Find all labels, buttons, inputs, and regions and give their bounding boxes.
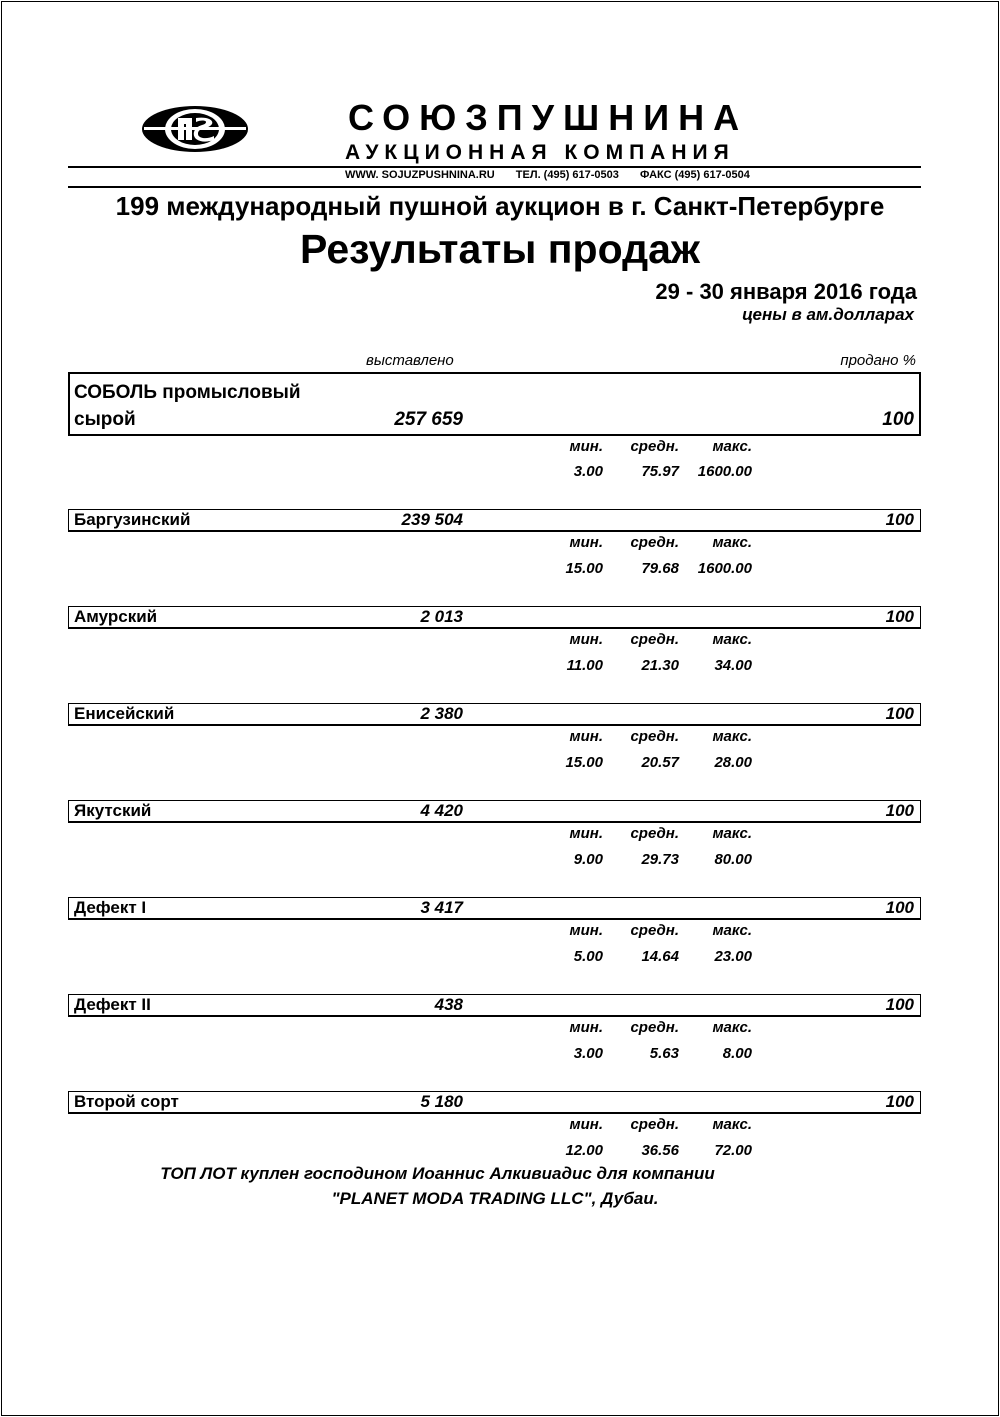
footer-line1: ТОП ЛОТ куплен господином Иоаннис Алкивиадис для компании [160,1164,715,1183]
sable-offered: 257 659 [394,409,463,430]
stat-label-min: мин. [569,922,603,939]
category-max: 72.00 [714,1142,752,1159]
stat-label-min: мин. [569,1116,603,1133]
stat-label-max: макс. [712,922,752,939]
category-avg: 20.57 [641,754,679,771]
category-min: 5.00 [573,948,603,965]
stat-label-avg: средн. [630,534,679,551]
stat-label-avg: средн. [630,825,679,842]
stat-label-min: мин. [569,631,603,648]
fax-number: ФАКС (495) 617-0504 [639,169,750,181]
category-max: 1600.00 [697,560,752,577]
stat-label-max: макс. [712,438,752,455]
category-row-box [68,509,921,532]
category-sold: 100 [885,704,914,723]
sable-avg: 75.97 [641,463,679,480]
category-avg: 14.64 [641,948,679,965]
currency-note: цены в ам.долларах [742,305,914,324]
sable-name-line2: сырой [74,409,136,430]
category-offered: 5 180 [420,1092,463,1111]
category-avg: 5.63 [649,1045,679,1062]
stat-label-avg: средн. [630,728,679,745]
category-offered: 3 417 [420,898,463,917]
auction-date: 29 - 30 января 2016 года [655,279,917,304]
company-logo-icon [140,104,250,154]
category-sold: 100 [885,510,914,529]
auction-title: 199 международный пушной аукцион в г. Санкт-Петербурге [115,191,885,221]
category-offered: 4 420 [420,801,463,820]
stat-label-max: макс. [712,534,752,551]
phone-number: ТЕЛ. (495) 617-0503 [515,169,619,181]
category-sold: 100 [885,995,914,1014]
stat-label-avg: средн. [630,922,679,939]
category-offered: 2 380 [420,704,463,723]
category-row-box [68,606,921,629]
category-max: 80.00 [714,851,752,868]
contact-line [345,169,768,181]
category-avg: 21.30 [641,657,679,674]
sable-min: 3.00 [573,463,603,480]
stat-label-avg: средн. [630,631,679,648]
category-name: Дефект I [74,898,147,917]
category-min: 11.00 [566,657,603,674]
sable-max: 1600.00 [697,463,752,480]
stat-label-min: мин. [569,534,603,551]
category-avg: 36.56 [641,1142,679,1159]
category-row-box [68,994,921,1017]
category-offered: 2 013 [420,607,463,626]
stat-label-min: мин. [569,728,603,745]
category-min: 3.00 [573,1045,603,1062]
category-sold: 100 [885,607,914,626]
category-name: Амурский [74,607,158,626]
category-name: Баргузинский [74,510,191,529]
category-row-box [68,1091,921,1114]
header-divider-top [68,166,921,168]
category-sold: 100 [885,801,914,820]
stat-label-avg: средн. [630,438,679,455]
column-offered-header: выставлено [366,352,454,369]
category-row-box [68,897,921,920]
category-min: 9.00 [573,851,603,868]
category-min: 15.00 [565,754,603,771]
stat-label-avg: средн. [630,1019,679,1036]
category-min: 15.00 [565,560,603,577]
results-title: Результаты продаж [300,226,700,272]
category-name: Второй сорт [74,1092,179,1111]
category-row-box [68,703,921,726]
category-max: 34.00 [714,657,752,674]
stat-label-max: макс. [712,1116,752,1133]
stat-label-max: макс. [712,825,752,842]
category-avg: 79.68 [641,560,679,577]
stat-label-min: мин. [569,438,603,455]
column-sold-header: продано % [840,352,916,369]
stat-label-max: макс. [712,1019,752,1036]
category-max: 28.00 [714,754,752,771]
stat-label-min: мин. [569,825,603,842]
category-name: Дефект II [74,995,151,1014]
category-offered: 239 504 [401,510,463,529]
sable-sold: 100 [882,409,914,430]
company-name: СОЮЗПУШНИНА [348,97,749,138]
category-name: Якутский [74,801,152,820]
company-subtitle: АУКЦИОННАЯ КОМПАНИЯ [345,141,735,164]
category-sold: 100 [885,898,914,917]
header-divider-bottom [68,186,921,188]
stat-label-min: мин. [569,1019,603,1036]
stat-label-avg: средн. [630,1116,679,1133]
category-max: 23.00 [714,948,752,965]
category-min: 12.00 [565,1142,603,1159]
category-name: Енисейский [74,704,175,723]
website-link[interactable]: WWW. SOJUZPUSHNINA.RU [345,169,495,181]
stat-label-max: макс. [712,631,752,648]
sable-name-line1: СОБОЛЬ промысловый [74,382,301,403]
footer-line2: "PLANET MODA TRADING LLC", Дубаи. [331,1189,659,1208]
stat-label-max: макс. [712,728,752,745]
category-offered: 438 [434,995,463,1014]
category-row-box [68,800,921,823]
category-max: 8.00 [722,1045,752,1062]
category-sold: 100 [885,1092,914,1111]
category-avg: 29.73 [641,851,679,868]
